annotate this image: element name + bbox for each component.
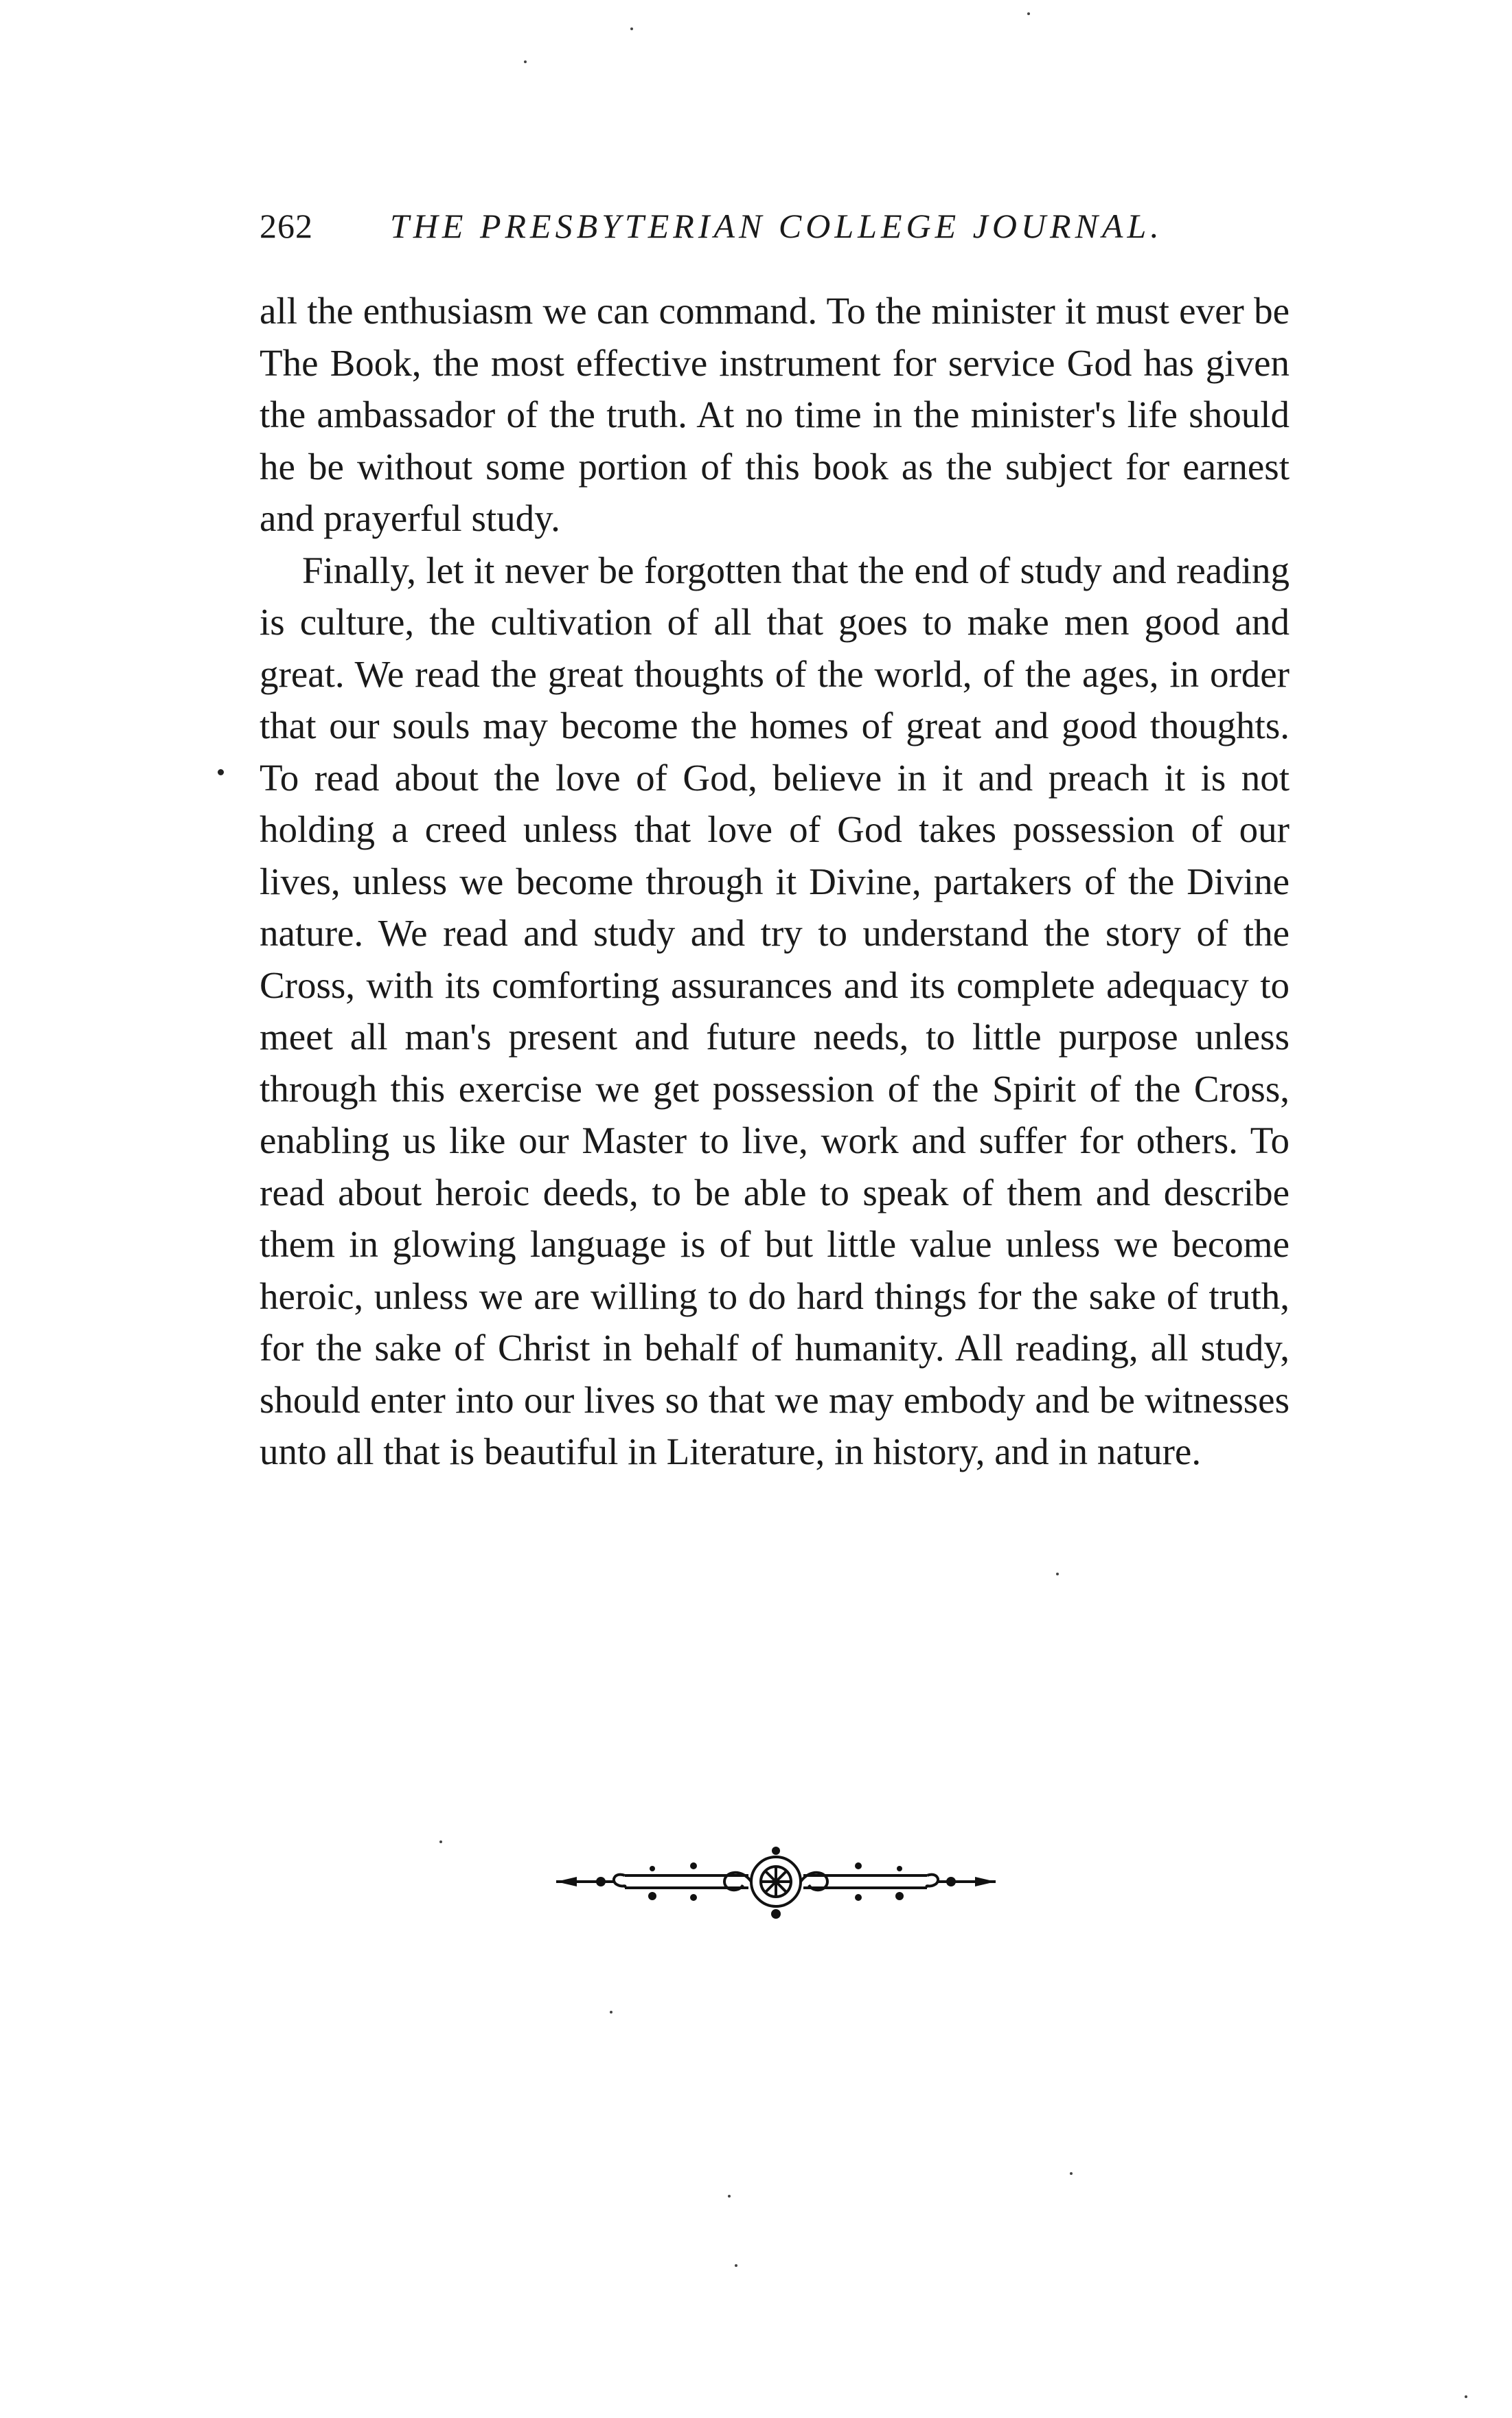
print-speck (1465, 2395, 1467, 2398)
paragraph: all the enthusiasm we can command. To the minister it must ever be The Book, the most effective instrument for service God has given the ambassador of the truth. At no time in the minister's life should he be without some portion of this book as the subject for earnest and prayerful study. (260, 290, 1290, 539)
print-speck (1070, 2172, 1073, 2175)
paragraph: Finally, let it never be forgotten that the end of study and reading is culture, the cultivation of all that goes to make men good and great. We read the great thoughts of the world, of the ages, in order that our souls may become the homes of great and good thoughts. To read about the love of God, believe in it and preach it is not holding a creed unless that love of God takes possession of our lives, unless we become through it Divine, partakers of the Divine nature. We read and study and try to understand the story of the Cross, with its comforting assurances and its complete adequacy to meet all man's present and future needs, to little purpose unless through this exercise we get possession of the Spirit of the Cross, enabling us like our Master to live, work and suffer for others. To read about heroic deeds, to be able to speak of them and describe them in glowing language is of but little value unless we become heroic, unless we are willing to do hard things for the sake of truth, for the sake of Christ in behalf of humanity. All reading, all study, should enter into our lives so that we may embody and be witnesses unto all that is beautiful in Literature, in history, and in nature. (260, 549, 1290, 1472)
body-text (260, 285, 1290, 1478)
print-speck (630, 27, 633, 30)
print-speck (1056, 1573, 1059, 1575)
print-speck (524, 60, 527, 63)
print-speck (439, 1840, 442, 1843)
margin-mark (218, 769, 224, 775)
print-speck (610, 2011, 612, 2014)
print-speck (728, 2195, 731, 2198)
decorative-fleuron-icon (549, 1830, 1003, 1933)
page-number: 262 (260, 207, 313, 245)
running-head: THE PRESBYTERIAN COLLEGE JOURNAL. (390, 207, 1163, 245)
print-speck (735, 2264, 737, 2267)
page-header (260, 206, 1303, 261)
print-speck (1027, 12, 1030, 15)
